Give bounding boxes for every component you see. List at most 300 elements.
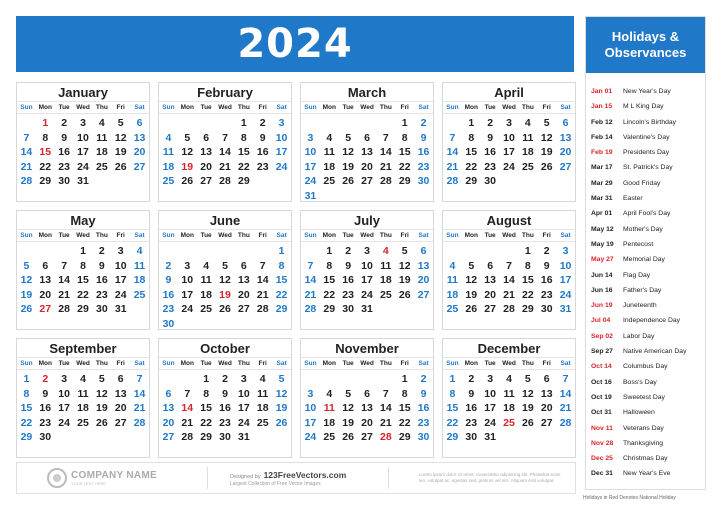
holiday-item bbox=[586, 160, 705, 175]
day-cell: 2 bbox=[420, 373, 427, 385]
day-cell: 3 bbox=[562, 245, 569, 257]
day-cell: 5 bbox=[401, 245, 408, 257]
day-cell: 6 bbox=[117, 373, 124, 385]
day-cell: 31 bbox=[77, 175, 89, 187]
weekday-label: Mon bbox=[38, 104, 52, 111]
holiday-item bbox=[586, 99, 705, 114]
week-row bbox=[159, 317, 291, 332]
day-cell: 5 bbox=[345, 387, 352, 400]
designed-by-label: Designed by bbox=[230, 473, 261, 480]
day-cell: 20 bbox=[238, 288, 250, 301]
weekday-label: Mon bbox=[464, 104, 478, 111]
holiday-item bbox=[586, 375, 705, 390]
holiday-name: Presidents Day bbox=[623, 149, 670, 157]
day-cell: 21 bbox=[559, 402, 572, 414]
weekday-label: Mon bbox=[464, 232, 478, 239]
day-cell: 20 bbox=[200, 160, 212, 173]
weekday-label: Fri bbox=[116, 360, 125, 367]
day-cell: 16 bbox=[39, 402, 52, 414]
day-cell bbox=[500, 430, 519, 445]
holiday-name: Independence Day bbox=[623, 317, 681, 325]
weekday-header bbox=[159, 358, 291, 370]
day-cell bbox=[36, 244, 55, 259]
day-cell: 16 bbox=[256, 146, 269, 158]
weekday-label: Sun bbox=[446, 232, 459, 239]
holiday-item bbox=[586, 313, 705, 328]
day-cell: 29 bbox=[398, 175, 411, 187]
day-cell: 5 bbox=[345, 131, 352, 144]
holiday-item bbox=[586, 405, 705, 420]
day-cell: 6 bbox=[165, 387, 172, 400]
day-cell: 19 bbox=[465, 288, 478, 301]
holiday-item bbox=[586, 252, 705, 267]
week-row bbox=[17, 259, 149, 274]
weekday-label: Thu bbox=[237, 104, 250, 111]
sidebar-title-line2: Observances bbox=[604, 45, 687, 60]
day-cell: 5 bbox=[278, 373, 285, 385]
year-title: 2024 bbox=[16, 16, 574, 72]
day-cell: 24 bbox=[304, 431, 317, 443]
day-cell: 28 bbox=[380, 175, 392, 187]
week-row bbox=[17, 160, 149, 175]
holiday-date: Oct 14 bbox=[591, 363, 612, 371]
day-cell: 16 bbox=[417, 146, 430, 158]
months-grid bbox=[16, 82, 576, 458]
day-cell: 12 bbox=[522, 387, 534, 400]
day-cell: 23 bbox=[256, 160, 269, 173]
day-cell: 16 bbox=[484, 146, 496, 158]
day-cell: 7 bbox=[23, 131, 30, 144]
holiday-name: Thanksgiving bbox=[623, 439, 664, 447]
day-cell: 25 bbox=[323, 175, 336, 187]
day-cell: 9 bbox=[420, 387, 427, 400]
month-august bbox=[442, 210, 576, 330]
day-cell: 1 bbox=[326, 245, 333, 257]
day-cell: 3 bbox=[307, 387, 314, 400]
day-cell: 23 bbox=[39, 416, 52, 429]
weekday-label: Wed bbox=[76, 232, 90, 239]
holiday-name: Labor Day bbox=[623, 332, 655, 340]
day-cell: 14 bbox=[559, 387, 572, 400]
day-cell: 9 bbox=[543, 259, 550, 272]
day-cell: 9 bbox=[259, 131, 266, 144]
day-cell: 8 bbox=[326, 259, 333, 272]
day-cell: 4 bbox=[136, 245, 143, 257]
day-cell bbox=[376, 372, 395, 387]
day-cell: 9 bbox=[222, 387, 228, 400]
weekday-label: Thu bbox=[95, 232, 108, 239]
day-cell: 1 bbox=[278, 245, 285, 257]
day-cell bbox=[234, 317, 253, 332]
weekday-label: Sat bbox=[134, 104, 145, 111]
weekday-label: Tue bbox=[200, 104, 212, 111]
day-cell: 30 bbox=[540, 303, 553, 315]
weekday-header bbox=[301, 358, 433, 370]
weekday-header bbox=[17, 102, 149, 114]
weekday-label: Mon bbox=[180, 232, 194, 239]
holiday-item bbox=[586, 421, 705, 436]
day-cell: 9 bbox=[42, 387, 49, 400]
weekday-label: Sun bbox=[304, 104, 317, 111]
day-cell: 11 bbox=[323, 146, 335, 158]
day-cell: 3 bbox=[278, 117, 285, 129]
day-cell: 22 bbox=[200, 416, 212, 429]
day-cell: 26 bbox=[465, 303, 478, 315]
day-cell: 24 bbox=[114, 288, 127, 301]
day-cell: 14 bbox=[304, 274, 317, 286]
day-cell: 23 bbox=[96, 288, 108, 301]
weekday-label: Tue bbox=[484, 360, 496, 367]
day-cell: 26 bbox=[20, 303, 33, 315]
day-cell: 28 bbox=[559, 416, 572, 429]
weekday-label: Thu bbox=[521, 232, 534, 239]
day-cell: 18 bbox=[503, 402, 515, 414]
month-july bbox=[300, 210, 434, 330]
holiday-item bbox=[586, 390, 705, 405]
month-name: September bbox=[17, 339, 149, 358]
day-cell: 9 bbox=[98, 259, 105, 272]
day-cell: 15 bbox=[238, 146, 250, 158]
holiday-item bbox=[586, 451, 705, 466]
week-row bbox=[17, 372, 149, 387]
day-cell bbox=[358, 116, 377, 131]
day-cell: 18 bbox=[162, 160, 175, 173]
day-cell bbox=[178, 244, 197, 259]
week-row bbox=[17, 430, 149, 445]
day-cell: 7 bbox=[222, 131, 228, 144]
month-december bbox=[442, 338, 576, 458]
day-cell: 22 bbox=[238, 160, 250, 173]
day-cell: 26 bbox=[398, 288, 411, 301]
day-cell: 10 bbox=[238, 387, 250, 400]
day-cell: 14 bbox=[133, 387, 146, 400]
day-cell: 17 bbox=[238, 402, 250, 414]
holidays-sidebar bbox=[585, 16, 706, 490]
weekday-label: Mon bbox=[38, 232, 52, 239]
holiday-date: Dec 31 bbox=[591, 470, 613, 478]
holiday-date: Mar 31 bbox=[591, 195, 613, 203]
day-cell: 16 bbox=[540, 274, 553, 286]
day-cell bbox=[301, 372, 320, 387]
weekday-label: Sun bbox=[304, 232, 317, 239]
month-june bbox=[158, 210, 292, 330]
holiday-date: Jun 16 bbox=[591, 286, 613, 294]
day-cell: 13 bbox=[133, 131, 146, 144]
day-cell bbox=[481, 244, 500, 259]
weekday-label: Mon bbox=[322, 360, 336, 367]
day-cell bbox=[358, 189, 377, 204]
day-cell: 26 bbox=[275, 416, 288, 429]
week-row bbox=[301, 174, 433, 189]
day-cell: 17 bbox=[181, 288, 194, 301]
week-row bbox=[443, 174, 575, 189]
day-cell bbox=[197, 317, 216, 332]
day-cell bbox=[159, 244, 178, 259]
day-cell: 29 bbox=[77, 303, 89, 315]
day-cell: 5 bbox=[23, 259, 30, 272]
day-cell bbox=[537, 174, 556, 189]
holiday-note: Holidays in Red Denotes National Holiday bbox=[583, 495, 676, 501]
weekday-label: Thu bbox=[95, 360, 108, 367]
holiday-list bbox=[586, 73, 705, 482]
day-cell: 28 bbox=[58, 303, 70, 315]
weekday-label: Sat bbox=[276, 232, 287, 239]
day-cell: 15 bbox=[398, 146, 411, 158]
holiday-item bbox=[586, 176, 705, 191]
weekday-label: Mon bbox=[38, 360, 52, 367]
day-cell: 11 bbox=[380, 259, 392, 272]
day-cell: 19 bbox=[181, 160, 194, 173]
day-cell: 5 bbox=[543, 117, 550, 129]
holiday-item bbox=[586, 298, 705, 313]
month-may bbox=[16, 210, 150, 330]
day-cell bbox=[339, 189, 358, 204]
day-cell: 7 bbox=[307, 259, 314, 272]
day-cell: 8 bbox=[240, 131, 247, 144]
weekday-label: Fri bbox=[400, 232, 409, 239]
day-cell bbox=[159, 116, 178, 131]
day-cell: 7 bbox=[61, 259, 68, 272]
day-cell: 28 bbox=[503, 303, 515, 315]
day-cell: 29 bbox=[522, 303, 534, 315]
day-cell: 8 bbox=[401, 131, 408, 144]
day-cell: 22 bbox=[446, 416, 459, 429]
day-cell: 30 bbox=[342, 303, 354, 315]
holiday-item bbox=[586, 237, 705, 252]
day-cell: 1 bbox=[42, 117, 49, 129]
holiday-item bbox=[586, 222, 705, 237]
day-cell: 18 bbox=[200, 288, 212, 301]
day-cell: 4 bbox=[382, 245, 389, 257]
day-cell bbox=[395, 302, 414, 317]
day-cell: 28 bbox=[304, 303, 317, 315]
day-cell: 30 bbox=[162, 317, 175, 330]
day-cell: 12 bbox=[465, 274, 478, 286]
day-cell: 1 bbox=[449, 373, 456, 385]
day-cell: 11 bbox=[134, 259, 146, 272]
day-cell: 16 bbox=[342, 274, 354, 286]
day-cell: 16 bbox=[219, 402, 231, 414]
day-cell: 6 bbox=[487, 259, 494, 272]
day-cell: 11 bbox=[503, 387, 515, 400]
month-name: February bbox=[159, 83, 291, 102]
weekday-header bbox=[159, 102, 291, 114]
day-cell: 29 bbox=[238, 175, 250, 187]
day-cell: 11 bbox=[522, 131, 534, 144]
holiday-date: Feb 19 bbox=[591, 149, 613, 157]
weekday-label: Fri bbox=[258, 104, 267, 111]
day-cell bbox=[414, 302, 433, 317]
weekday-label: Tue bbox=[58, 232, 70, 239]
day-cell: 21 bbox=[304, 288, 317, 301]
day-cell: 4 bbox=[98, 117, 105, 129]
day-cell: 19 bbox=[219, 288, 231, 301]
weekday-label: Sun bbox=[162, 104, 175, 111]
weekday-label: Fri bbox=[258, 360, 267, 367]
day-cell: 27 bbox=[238, 303, 250, 315]
weekday-label: Wed bbox=[218, 360, 232, 367]
week-row bbox=[443, 259, 575, 274]
day-cell: 12 bbox=[219, 274, 231, 286]
day-cell: 26 bbox=[540, 160, 553, 173]
day-cell: 14 bbox=[181, 402, 194, 414]
weekday-header bbox=[159, 230, 291, 242]
day-cell: 30 bbox=[484, 175, 496, 187]
day-cell: 12 bbox=[20, 274, 33, 286]
day-cell: 22 bbox=[398, 416, 411, 429]
day-cell bbox=[216, 116, 235, 131]
day-cell bbox=[443, 244, 462, 259]
day-cell: 7 bbox=[259, 259, 266, 272]
day-cell: 23 bbox=[417, 416, 430, 429]
day-cell: 15 bbox=[522, 274, 534, 286]
day-cell: 20 bbox=[39, 288, 52, 301]
holiday-date: Jun 14 bbox=[591, 271, 613, 279]
day-cell: 3 bbox=[80, 117, 86, 129]
day-cell: 30 bbox=[96, 303, 108, 315]
day-cell: 28 bbox=[133, 416, 146, 429]
day-cell: 25 bbox=[256, 416, 269, 429]
weekday-label: Wed bbox=[218, 104, 232, 111]
day-cell bbox=[320, 116, 339, 131]
day-cell: 3 bbox=[117, 245, 124, 257]
holiday-item bbox=[586, 466, 705, 481]
month-name: April bbox=[443, 83, 575, 102]
week-row bbox=[17, 131, 149, 146]
day-cell: 27 bbox=[540, 416, 553, 429]
day-cell: 13 bbox=[361, 402, 373, 414]
day-cell: 13 bbox=[361, 146, 373, 158]
day-cell: 8 bbox=[42, 131, 49, 144]
day-cell: 23 bbox=[484, 160, 496, 173]
week-row bbox=[301, 416, 433, 431]
day-cell: 29 bbox=[465, 175, 478, 187]
day-cell: 17 bbox=[275, 146, 288, 158]
day-cell: 13 bbox=[540, 387, 553, 400]
weekday-label: Mon bbox=[180, 104, 194, 111]
week-row bbox=[443, 372, 575, 387]
day-cell: 15 bbox=[200, 402, 212, 414]
day-cell: 25 bbox=[380, 288, 392, 301]
day-cell bbox=[178, 372, 197, 387]
day-cell: 12 bbox=[114, 131, 127, 144]
holiday-item bbox=[586, 268, 705, 283]
week-row bbox=[159, 372, 291, 387]
day-cell: 10 bbox=[484, 387, 496, 400]
day-cell: 14 bbox=[20, 146, 33, 158]
week-row bbox=[17, 244, 149, 259]
day-cell bbox=[253, 317, 272, 332]
day-cell: 14 bbox=[503, 274, 515, 286]
week-row bbox=[301, 430, 433, 445]
day-cell: 16 bbox=[58, 146, 70, 158]
week-row bbox=[17, 145, 149, 160]
holiday-item bbox=[586, 329, 705, 344]
day-cell: 2 bbox=[222, 373, 228, 385]
month-name: January bbox=[17, 83, 149, 102]
day-cell: 25 bbox=[162, 175, 175, 187]
holiday-date: Mar 17 bbox=[591, 164, 613, 172]
designed-by-site: 123FreeVectors.com bbox=[263, 469, 347, 480]
day-cell: 17 bbox=[58, 402, 70, 414]
weekday-label: Sun bbox=[304, 360, 317, 367]
day-cell bbox=[376, 116, 395, 131]
day-cell: 29 bbox=[398, 431, 411, 443]
weekday-label: Wed bbox=[360, 232, 374, 239]
day-cell: 27 bbox=[200, 175, 212, 187]
day-cell: 11 bbox=[77, 387, 89, 400]
day-cell: 12 bbox=[275, 387, 288, 400]
weekday-label: Sat bbox=[276, 360, 287, 367]
day-cell: 5 bbox=[184, 131, 191, 144]
weekday-label: Thu bbox=[237, 232, 250, 239]
day-cell: 23 bbox=[540, 288, 553, 301]
day-cell: 25 bbox=[133, 288, 146, 301]
holiday-name: Valentine's Day bbox=[623, 133, 670, 141]
week-row bbox=[301, 244, 433, 259]
weekday-label: Sat bbox=[418, 360, 429, 367]
weekday-label: Mon bbox=[322, 232, 336, 239]
day-cell: 13 bbox=[484, 274, 496, 286]
day-cell: 26 bbox=[114, 160, 127, 173]
day-cell: 24 bbox=[181, 303, 194, 315]
day-cell: 17 bbox=[304, 416, 317, 429]
day-cell: 14 bbox=[446, 146, 459, 158]
day-cell: 3 bbox=[184, 259, 191, 272]
day-cell: 6 bbox=[240, 259, 247, 272]
company-name: COMPANY NAME bbox=[71, 470, 158, 481]
day-cell: 22 bbox=[323, 288, 336, 301]
weekday-label: Tue bbox=[200, 360, 212, 367]
day-cell: 5 bbox=[222, 259, 228, 272]
day-cell: 18 bbox=[522, 146, 534, 158]
week-row bbox=[159, 273, 291, 288]
day-cell: 18 bbox=[380, 274, 392, 286]
day-cell bbox=[111, 430, 130, 445]
weekday-label: Sun bbox=[446, 104, 459, 111]
day-cell: 8 bbox=[80, 259, 86, 272]
day-cell: 10 bbox=[361, 259, 373, 272]
day-cell: 14 bbox=[256, 274, 269, 286]
weekday-label: Sat bbox=[560, 104, 571, 111]
day-cell: 1 bbox=[401, 373, 408, 385]
holiday-item bbox=[586, 130, 705, 145]
day-cell: 11 bbox=[96, 131, 108, 144]
week-row bbox=[443, 131, 575, 146]
day-cell: 23 bbox=[58, 160, 70, 173]
holiday-name: Veterans Day bbox=[623, 424, 664, 432]
day-cell: 12 bbox=[342, 146, 354, 158]
weekday-label: Wed bbox=[502, 232, 516, 239]
weekday-label: Mon bbox=[180, 360, 194, 367]
holiday-name: Easter bbox=[623, 195, 643, 203]
weekday-label: Thu bbox=[521, 360, 534, 367]
week-row bbox=[159, 430, 291, 445]
weekday-label: Wed bbox=[360, 360, 374, 367]
day-cell: 2 bbox=[468, 373, 475, 385]
day-cell: 22 bbox=[39, 160, 52, 173]
month-february bbox=[158, 82, 292, 202]
day-cell bbox=[414, 189, 433, 204]
week-row bbox=[443, 401, 575, 416]
day-cell: 12 bbox=[181, 146, 194, 158]
month-name: November bbox=[301, 339, 433, 358]
day-cell bbox=[253, 430, 272, 445]
day-cell: 23 bbox=[219, 416, 231, 429]
week-row bbox=[301, 116, 433, 131]
day-cell bbox=[111, 174, 130, 189]
day-cell: 27 bbox=[361, 175, 373, 187]
